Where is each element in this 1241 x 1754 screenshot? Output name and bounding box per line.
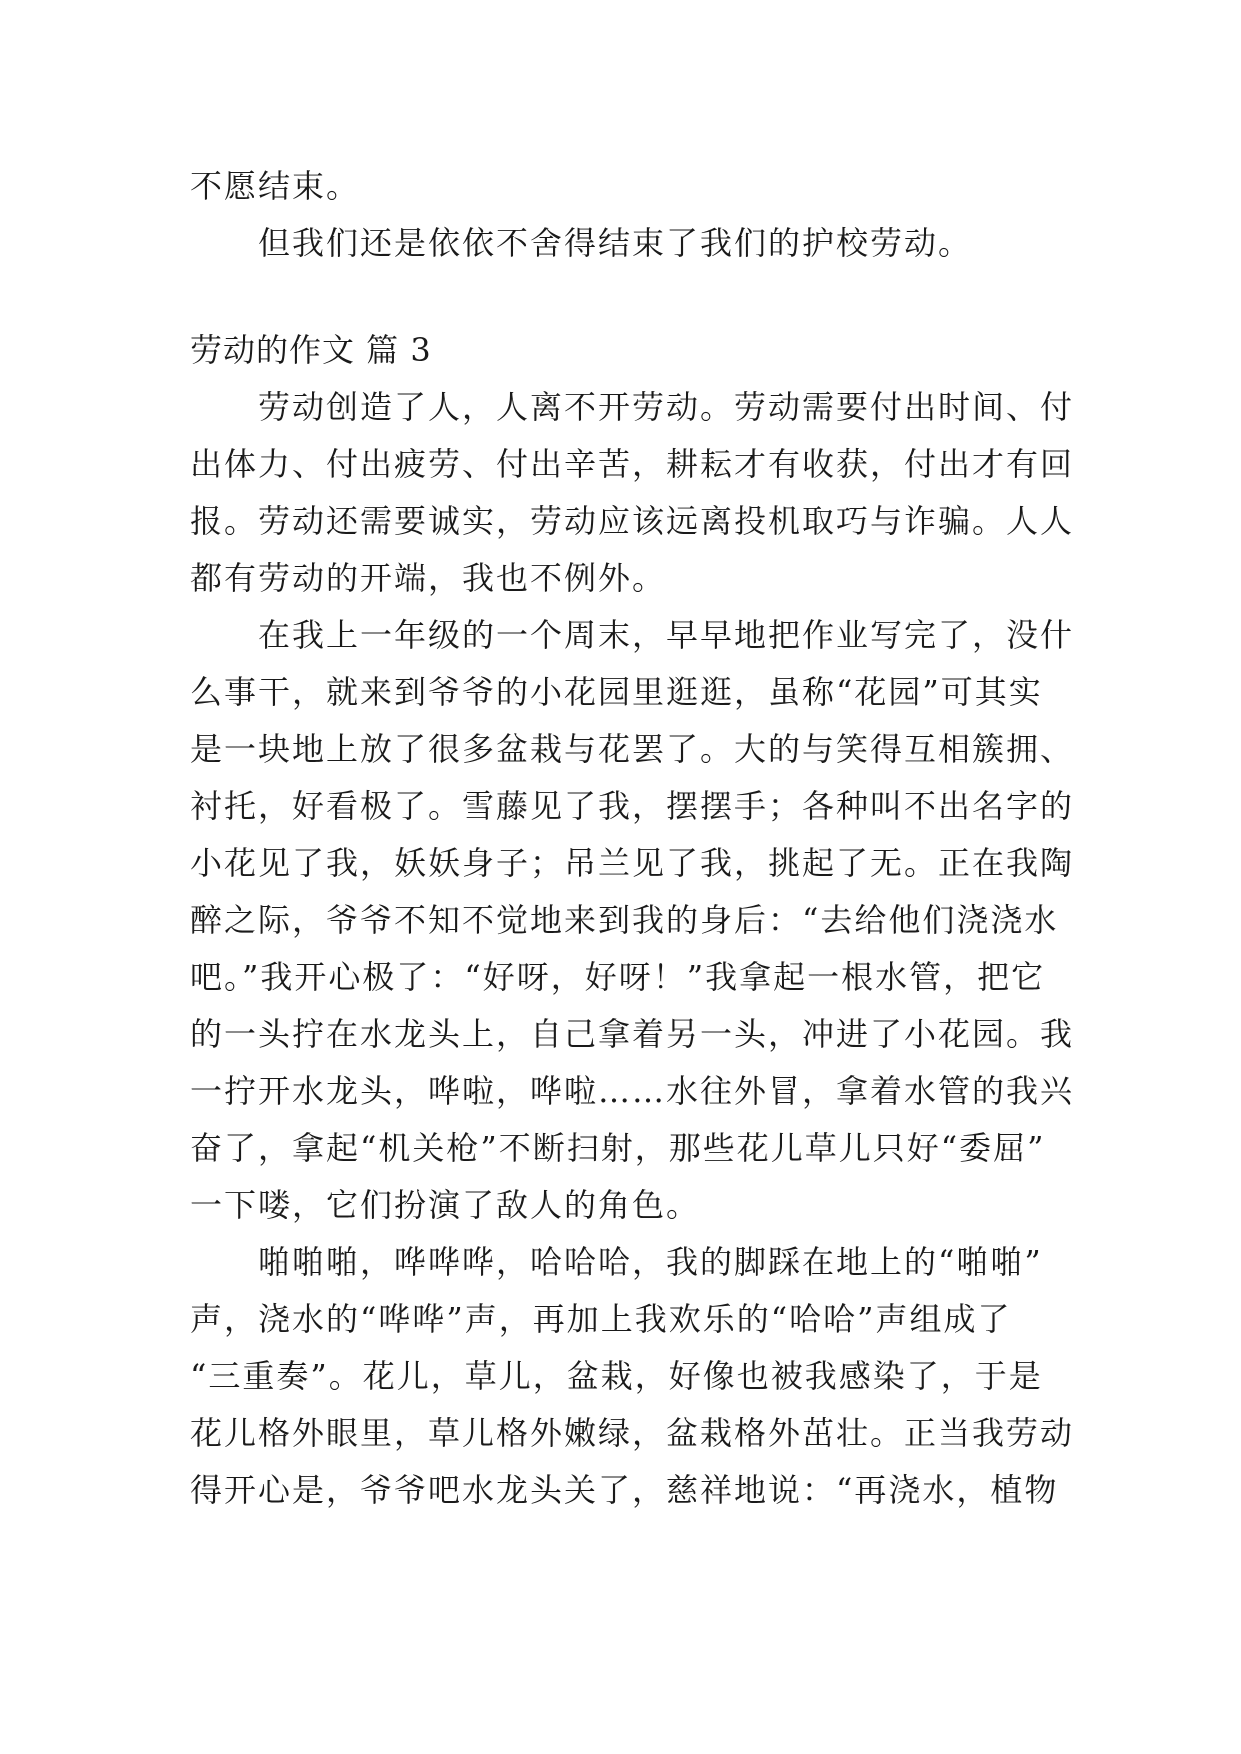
paragraph-line: 啪啪啪，哗哗哗，哈哈哈，我的脚踩在地上的“啪啪” [258, 1243, 1043, 1281]
paragraph-1 [190, 379, 1075, 607]
paragraph-line: 花儿格外眼里，草儿格外嫩绿，盆栽格外茁壮。正当我劳动 [190, 1414, 1075, 1452]
paragraph-line: 一拧开水龙头，哗啦，哗啦……水往外冒，拿着水管的我兴 [190, 1072, 1075, 1110]
paragraph-line: 一下喽，它们扮演了敌人的角色。 [190, 1186, 701, 1224]
paragraph-line: 奋了，拿起“机关枪”不断扫射，那些花儿草儿只好“委屈” [190, 1129, 1046, 1167]
paragraph-line: 在我上一年级的一个周末，早早地把作业写完了，没什 [258, 616, 1075, 654]
paragraph-line: 小花见了我，妖妖身子；吊兰见了我，挑起了无。正在我陶 [190, 844, 1075, 882]
continuation-line: 不愿结束。 [190, 167, 361, 205]
paragraph-line: 么事干，就来到爷爷的小花园里逛逛，虽称“花园”可其实 [190, 673, 1043, 711]
paragraph-line: 的一头拧在水龙头上，自己拿着另一头，冲进了小花园。我 [190, 1015, 1075, 1053]
paragraph-line: “三重奏”。花儿，草儿，盆栽，好像也被我感染了，于是 [190, 1357, 1043, 1395]
paragraph-line: 衬托，好看极了。雪藤见了我，摆摆手；各种叫不出名字的 [190, 787, 1075, 825]
paragraph-line: 是一块地上放了很多盆栽与花罢了。大的与笑得互相簇拥、 [190, 730, 1075, 768]
paragraph-line: 吧。”我开心极了：“好呀，好呀！”我拿起一根水管，把它 [190, 958, 1046, 996]
paragraph-line: 得开心是，爷爷吧水龙头关了，慈祥地说：“再浇水，植物 [190, 1471, 1059, 1509]
section-heading: 劳动的作文 篇 3 [190, 331, 432, 369]
paragraph-3 [190, 1234, 1075, 1519]
paragraph-2 [190, 607, 1075, 1234]
closing-paragraph-line: 但我们还是依依不舍得结束了我们的护校劳动。 [258, 224, 973, 262]
paragraph-line: 出体力、付出疲劳、付出辛苦，耕耘才有收获，付出才有回 [190, 445, 1075, 483]
paragraph-line: 劳动创造了人，人离不开劳动。劳动需要付出时间、付 [258, 388, 1075, 426]
document-body [190, 158, 1075, 1519]
paragraph-line: 醉之际，爷爷不知不觉地来到我的身后：“去给他们浇浇水 [190, 901, 1059, 939]
paragraph-line: 都有劳动的开端，我也不例外。 [190, 559, 667, 597]
paragraph-line: 报。劳动还需要诚实，劳动应该远离投机取巧与诈骗。人人 [190, 502, 1075, 540]
paragraph-line: 声，浇水的“哗哗”声，再加上我欢乐的“哈哈”声组成了 [190, 1300, 1012, 1338]
